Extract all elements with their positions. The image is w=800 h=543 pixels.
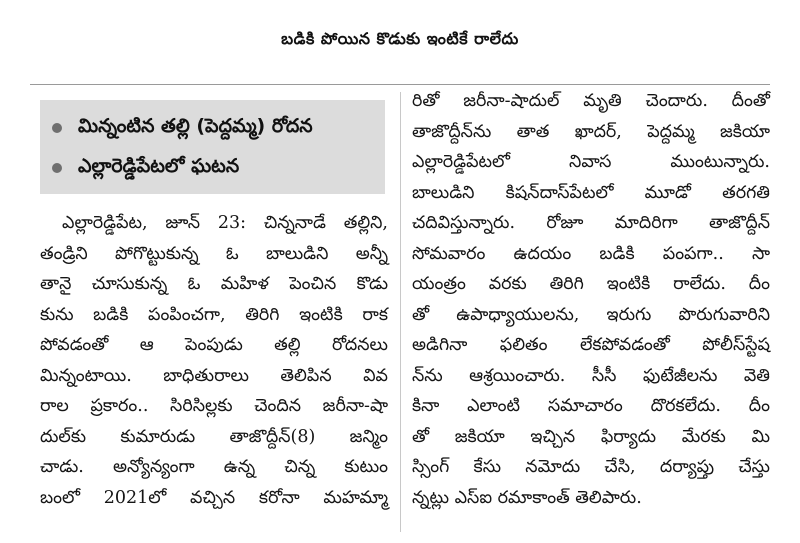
body-line: ఎల్లారెడ్డిపేటలో నివాస ముంటున్నారు.: [412, 152, 770, 172]
body-line: రాల ప్రకారం.. సిరిసిల్లకు చెందిన జరీనా-షా: [40, 396, 388, 416]
headline-rule: [30, 84, 770, 85]
body-line: చదివిస్తున్నారు. రోజూ మాదిరిగా తాజొద్దీన్: [412, 213, 770, 233]
body-line: బంలో 2021లో వచ్చిన కరోనా మహమ్మా: [40, 487, 388, 508]
body-line: తో జకియా ఇచ్చిన ఫిర్యాదు మేరకు మి: [412, 426, 770, 447]
body-line: దుల్‌కు కుమారుడు తాజొద్దీన్(8) జన్మిం: [40, 426, 388, 447]
highlight-text: ఎల్లారెడ్డిపేటలో ఘటన: [78, 154, 240, 177]
body-line: రితో జరీనా-షాదుల్ మృతి చెందారు. దీంతో: [412, 91, 770, 111]
body-line: ఎల్లారెడ్డిపేట, జూన్ 23: చిన్ననాడే తల్లిని,: [62, 213, 388, 233]
bullet-icon: [52, 163, 62, 173]
body-line: న్నట్లు ఎస్ఐ రమాకాంత్ తెలిపారు.: [412, 487, 642, 508]
body-line: సోమవారం ఉదయం బడికి పంపగా.. సా: [412, 243, 770, 264]
highlights-box: [40, 100, 385, 194]
column-divider: [400, 92, 401, 532]
body-line: తానై చూసుకున్న ఓ మహిళ పెంచిన కొడు: [40, 274, 388, 294]
body-line: తండ్రిని పోగొట్టుకున్న ఓ బాలుడిని అన్నీ: [40, 243, 388, 264]
body-line: బాలుడిని కిషన్‌దాస్‌పేటలో మూడో తరగతి: [412, 182, 770, 203]
highlight-item: [52, 148, 375, 188]
body-line: పోవడంతో ఆ పెంపుడు తల్లి రోదనలు: [40, 335, 388, 355]
article-column-right: [412, 86, 770, 513]
highlight-item: [52, 108, 375, 148]
body-line: స్సింగ్ కేసు నమోదు చేసి, దర్యాప్తు చేస్తు: [412, 457, 770, 477]
article-column-left: [40, 208, 388, 513]
headline: బడికి పోయిన కొడుకు ఇంటికే రాలేదు: [281, 29, 519, 48]
body-line: తాజొద్దీన్‌ను తాత ఖాదర్, పెద్దమ్మ జకియా: [412, 121, 770, 142]
body-line: కును బడికి పంపించగా, తిరిగి ఇంటికి రాక: [40, 304, 388, 325]
body-line: తో ఉపాధ్యాయులను, ఇరుగు పొరుగువారిని: [412, 304, 770, 325]
body-line: మిన్నంటాయి. బాధితురాలు తెలిపిన వివ: [40, 365, 388, 386]
body-line: అడిగినా ఫలితం లేకపోవడంతో పోలీస్‌స్టేష: [412, 335, 770, 355]
body-line: యంత్రం వరకు తిరిగి ఇంటికి రాలేదు. దీం: [412, 274, 770, 294]
body-line: కినా ఎలాంటి సమాచారం దొరకలేదు. దీం: [412, 396, 770, 416]
highlight-text: మిన్నంటిన తల్లి (పెద్దమ్మ) రోదన: [78, 114, 313, 137]
body-line: న్‌ను ఆశ్రయించారు. సీసీ ఫుటేజీలను వెతి: [412, 365, 770, 386]
bullet-icon: [52, 123, 62, 133]
body-line: చాడు. అన్యోన్యంగా ఉన్న చిన్న కుటుం: [40, 457, 388, 477]
